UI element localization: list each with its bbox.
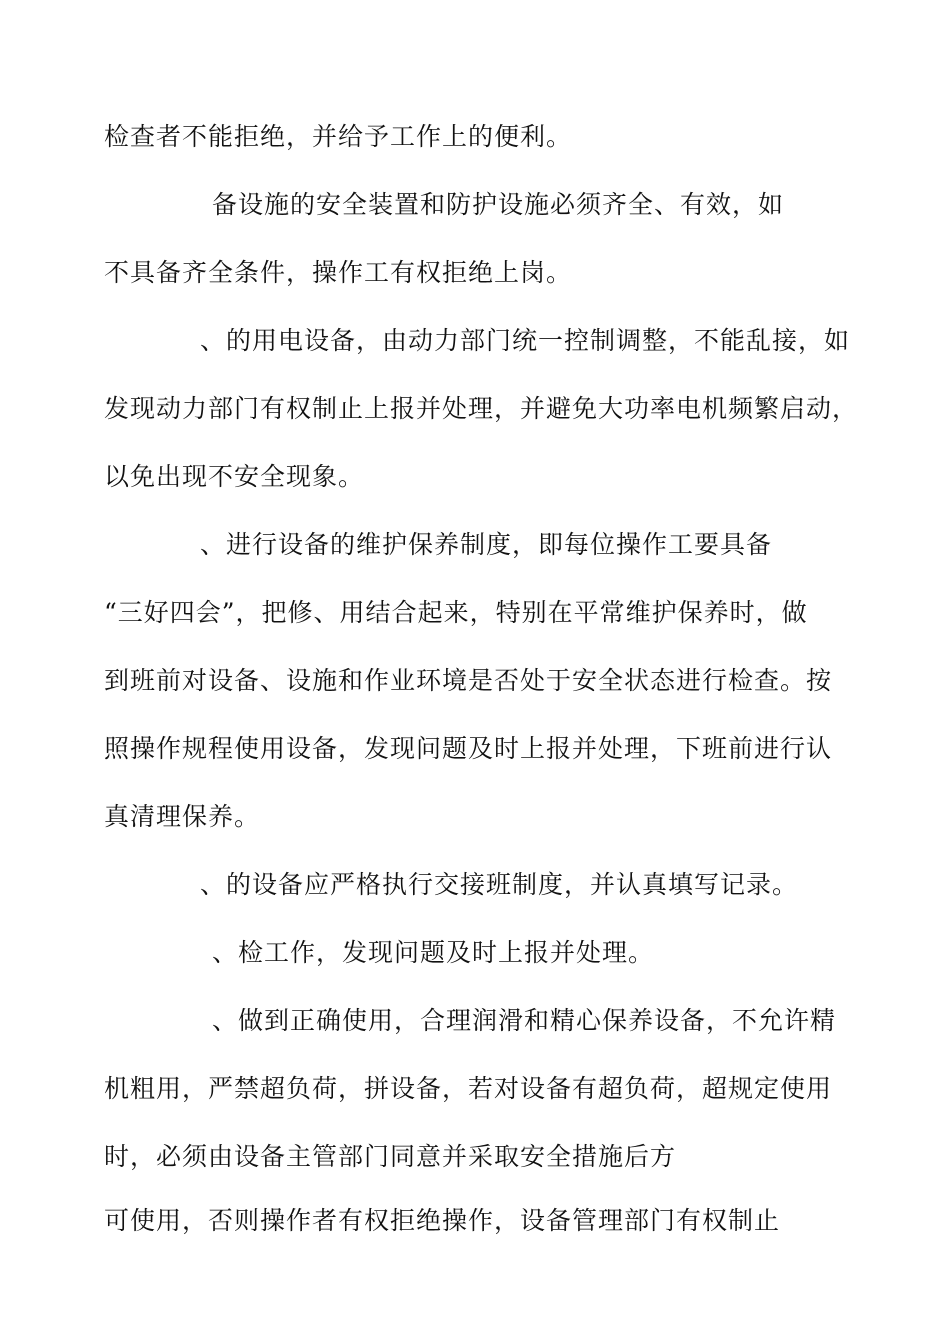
text-line: 发现动力部门有权制止上报并处理，并避免大功率电机频繁启动， — [104, 394, 859, 423]
text-line: 真清理保养。 — [104, 802, 261, 831]
text-line: 、的设备应严格执行交接班制度，并认真填写记录。 — [200, 870, 799, 899]
text-line: 以免出现不安全现象。 — [104, 462, 365, 491]
text-line: 机粗用，严禁超负荷，拼设备，若对设备有超负荷，超规定使用 — [104, 1074, 833, 1103]
text-line: 检查者不能拒绝，并给予工作上的便利。 — [104, 122, 573, 151]
text-line: “三好四会”，把修、用结合起来，特别在平常维护保养时，做 — [104, 598, 808, 627]
text-line: 时，必须由设备主管部门同意并采取安全措施后方 — [104, 1142, 677, 1171]
text-line: 可使用，否则操作者有权拒绝操作，设备管理部门有权制止 — [104, 1206, 781, 1235]
text-line: 、检工作，发现问题及时上报并处理。 — [212, 938, 655, 967]
text-line: 、做到正确使用，合理润滑和精心保养设备，不允许精 — [212, 1006, 837, 1035]
text-line: 不具备齐全条件，操作工有权拒绝上岗。 — [104, 258, 573, 287]
text-line: 照操作规程使用设备，发现问题及时上报并处理，下班前进行认 — [104, 734, 833, 763]
text-line: 、的用电设备，由动力部门统一控制调整，不能乱接，如 — [200, 326, 851, 355]
text-line: 、进行设备的维护保养制度，即每位操作工要具备 — [200, 530, 773, 559]
text-line: 到班前对设备、设施和作业环境是否处于安全状态进行检查。按 — [104, 666, 833, 695]
text-line: 备设施的安全装置和防护设施必须齐全、有效，如 — [212, 190, 785, 219]
